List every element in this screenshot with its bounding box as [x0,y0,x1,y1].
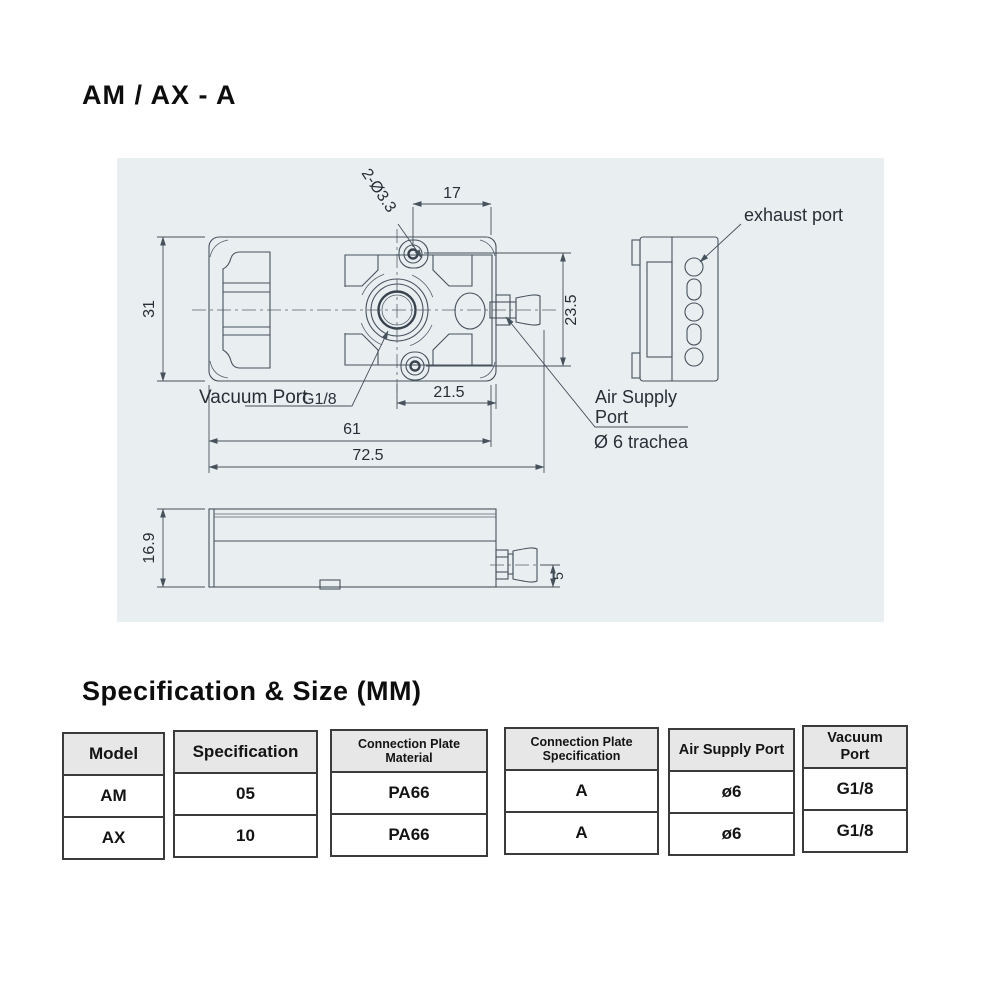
spec-col-plate-specification [504,727,659,855]
spec-col-plate-material [330,729,488,857]
spec-col-model [62,732,165,860]
dim-text-16-9: 16.9 [141,532,158,564]
label-air-supply-2: Port [595,407,629,427]
dim-text-holes: 2-Ø3.3 [357,165,400,216]
dim-text-23-5: 23.5 [563,294,580,326]
col-header: Connection Plate Specification [506,729,657,771]
end-view [632,237,718,381]
label-air-supply-1: Air Supply [595,387,678,407]
front-view-nozzle [490,548,548,582]
table-cell: PA66 [332,813,486,855]
front-view-tab [320,580,340,589]
dimension-23-5 [424,253,580,366]
spec-col-specification [173,730,318,858]
exhaust-leader [700,224,741,262]
table-cell: G1/8 [836,779,874,798]
label-trachea: Ø 6 trachea [594,432,689,452]
section-title: Specification & Size (MM) [82,676,422,706]
exhaust-slots [685,258,703,366]
labels [199,205,843,452]
end-view-tab-bottom [632,353,640,378]
dim-text-61: 61 [343,421,361,438]
dimension-5 [496,565,566,587]
corner-fillet [480,362,495,378]
mounting-hole-bottom [401,352,429,380]
corner-fillet [210,240,228,257]
col-header: Model [64,734,163,776]
dim-text-72-5: 72.5 [352,447,384,464]
dimension-21-5 [397,384,496,409]
table-cell: 10 [175,814,316,856]
dimension-31 [141,237,205,381]
dim-text-21-5: 21.5 [433,384,465,401]
front-view [209,509,548,589]
drawing-panel [117,158,884,622]
mounting-hole-top [399,240,428,268]
dimension-17 [413,185,491,247]
table-cell: PA66 [388,783,430,802]
table-cell: A [506,811,657,853]
table-cell: AM [100,786,127,805]
col-header: Connection Plate Material [332,731,486,773]
front-view-outline [209,509,496,587]
table-cell: ø6 [670,812,793,854]
label-vacuum-thread: G1/8 [302,391,337,408]
table-cell: A [575,781,588,800]
dim-text-5: 5 [550,572,566,580]
corner-fillet [480,240,495,256]
technical-drawing [117,158,884,622]
page-title: AM / AX - A [82,80,237,110]
table-cell: 05 [236,784,255,803]
col-header: Vacuum Port [804,727,906,769]
dimension-16-9 [141,509,205,587]
spec-col-vacuum-port [802,725,908,853]
col-header: Specification [175,732,316,774]
spec-col-air-supply-port [668,728,795,856]
dim-text-17: 17 [443,185,461,202]
top-view [192,229,558,398]
end-view-tab-top [632,240,640,265]
table-cell: ø6 [721,782,742,801]
spec-table [62,725,922,860]
body-outline [209,237,496,381]
col-header: Air Supply Port [670,730,793,772]
label-exhaust-port: exhaust port [744,205,844,225]
air-passage-hole [455,293,485,329]
dim-text-31: 31 [141,300,158,318]
dimensions [141,166,580,587]
table-cell: G1/8 [804,809,906,851]
end-view-recess [647,262,672,357]
table-cell: AX [64,816,163,858]
end-view-outline [640,237,718,381]
label-vacuum-port: Vacuum Port [199,387,308,408]
dimension-mount-holes [358,166,422,258]
corner-fillet [210,361,228,378]
